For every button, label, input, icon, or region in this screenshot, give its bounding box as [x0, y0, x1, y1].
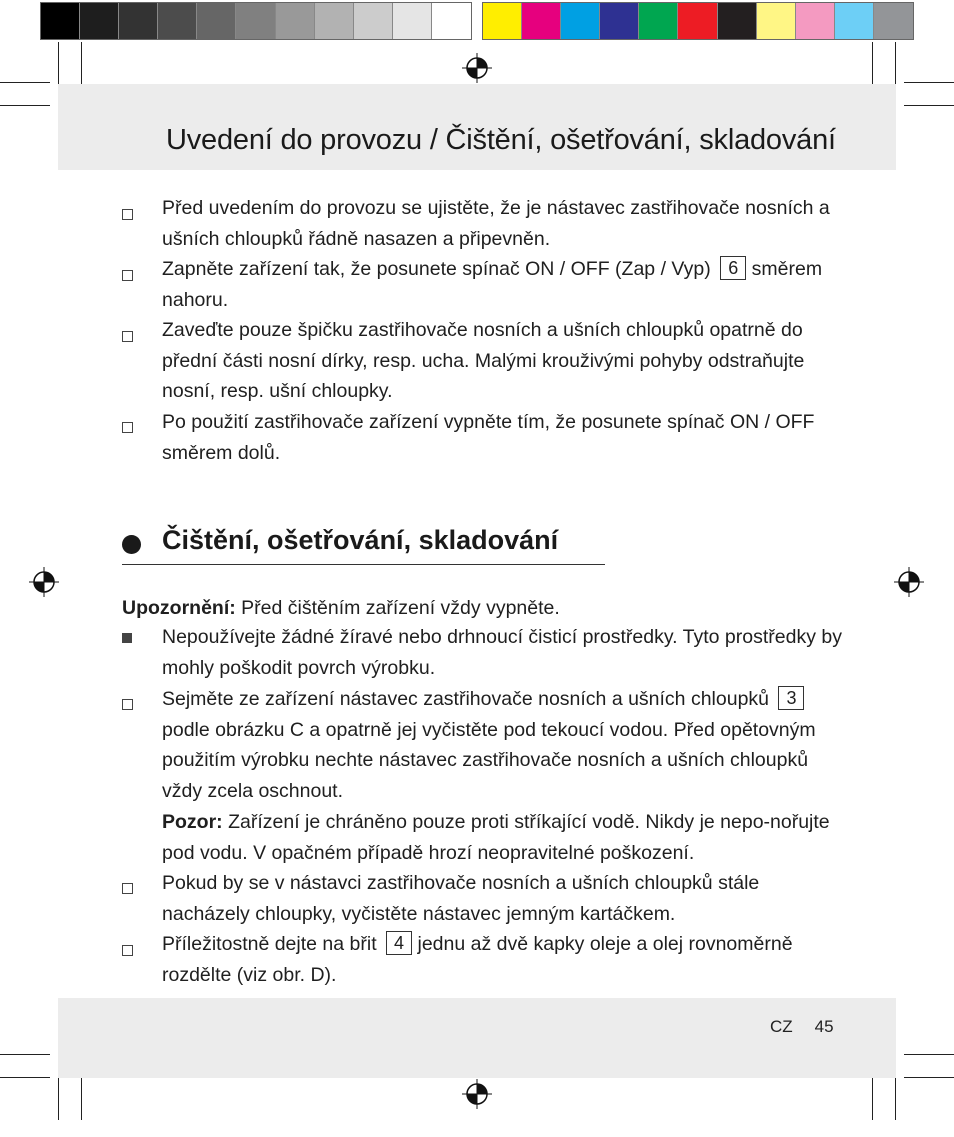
bullet-square-icon: [122, 945, 133, 956]
part-reference: 4: [386, 931, 412, 955]
list-item: [162, 254, 842, 315]
list-item: Nepoužívejte žádné žíravé nebo drhnoucí čisticí prostředky. Tyto prostředky by mohly poškodit povrch výrobku.: [162, 626, 842, 679]
color-swatch: [639, 3, 678, 39]
crop-mark: [58, 1072, 59, 1120]
crop-mark: [0, 105, 50, 106]
crop-mark: [904, 105, 954, 106]
crop-mark: [904, 1077, 954, 1078]
section-underline: [122, 564, 605, 565]
registration-mark-icon: [462, 53, 492, 83]
page-title: Uvedení do provozu / Čištění, ošetřování, skladování: [166, 124, 836, 156]
bullet-square-icon: [122, 209, 133, 220]
color-calibration-bar: [482, 2, 914, 40]
language-code: CZ: [770, 1017, 793, 1036]
color-swatch: [276, 3, 315, 39]
crop-mark: [0, 1077, 50, 1078]
section-bullet-icon: [122, 535, 141, 554]
list-item: Před uvedením do provozu se ujistěte, že je nástavec zastřihovače nosních a ušních chloupků řádně nasazen a připevněn.: [162, 197, 830, 250]
crop-mark: [0, 1054, 50, 1055]
caution-label: Pozor:: [162, 811, 223, 833]
warning-label: Upozornění:: [122, 597, 236, 619]
registration-mark-icon: [462, 1079, 492, 1109]
crop-mark: [0, 82, 50, 83]
item-text: Zapněte zařízení tak, že posunete spínač ON / OFF (Zap / Vyp): [162, 258, 711, 280]
warning-note: [122, 593, 560, 624]
color-swatch: [432, 3, 471, 39]
color-swatch: [561, 3, 600, 39]
color-swatch: [41, 3, 80, 39]
caution-note: [162, 807, 842, 868]
color-swatch: [678, 3, 717, 39]
item-text: Sejměte ze zařízení nástavec zastřihovače nosních a ušních chloupků: [162, 688, 770, 710]
color-swatch: [393, 3, 432, 39]
color-swatch: [236, 3, 275, 39]
section-heading: Čištění, ošetřování, skladování: [162, 525, 559, 555]
color-swatch: [874, 3, 913, 39]
color-swatch: [80, 3, 119, 39]
list-item: [162, 929, 842, 990]
crop-mark: [872, 42, 873, 90]
color-swatch: [757, 3, 796, 39]
crop-mark: [895, 42, 896, 90]
color-swatch: [119, 3, 158, 39]
item-text: podle obrázku C a opatrně jej vyčistěte pod tekoucí vodou. Před opětovným použitím výrobku nechte nástavec zastřihovače nosních a ušních chloupků vždy zcela oschnout.: [162, 718, 816, 802]
crop-mark: [81, 1072, 82, 1120]
crop-mark: [81, 42, 82, 90]
item-text: Příležitostně dejte na břit: [162, 933, 377, 955]
registration-mark-icon: [894, 567, 924, 597]
color-swatch: [354, 3, 393, 39]
color-swatch: [158, 3, 197, 39]
caution-text: Zařízení je chráněno pouze proti stříkající vodě. Nikdy je nepo-nořujte pod vodu. V opačném případě hrozí neopravitelné poškození.: [162, 811, 830, 864]
gray-calibration-bar: [40, 2, 472, 40]
footer-band: [58, 998, 896, 1078]
color-swatch: [600, 3, 639, 39]
list-item: Po použití zastřihovače zařízení vypněte tím, že posunete spínač ON / OFF směrem dolů.: [162, 411, 815, 464]
bullet-square-icon: [122, 699, 133, 710]
crop-mark: [872, 1072, 873, 1120]
color-swatch: [197, 3, 236, 39]
crop-mark: [58, 42, 59, 90]
color-swatch: [483, 3, 522, 39]
item-text: směrem nahoru.: [162, 258, 823, 311]
list-item: [162, 684, 842, 806]
bullet-filled-square-icon: [122, 633, 132, 643]
color-swatch: [718, 3, 757, 39]
color-swatch: [796, 3, 835, 39]
list-item: Zaveďte pouze špičku zastřihovače nosních a ušních chloupků opatrně do přední části nosní dírky, resp. ucha. Malými krouživými pohyby odstraňujte nosní, resp. ušní chloupky.: [162, 319, 805, 402]
registration-mark-icon: [29, 567, 59, 597]
crop-mark: [904, 1054, 954, 1055]
color-swatch: [315, 3, 354, 39]
list-item: Pokud by se v nástavci zastřihovače nosních a ušních chloupků stále nacházely chloupky, vyčistěte nástavec jemným kartáčkem.: [162, 872, 760, 925]
crop-mark: [895, 1072, 896, 1120]
page-footer: [770, 1017, 834, 1037]
part-reference: 3: [778, 686, 804, 710]
bullet-square-icon: [122, 270, 133, 281]
warning-text: Před čištěním zařízení vždy vypněte.: [235, 597, 560, 619]
bullet-square-icon: [122, 331, 133, 342]
bullet-square-icon: [122, 422, 133, 433]
color-swatch: [835, 3, 874, 39]
page-number: 45: [814, 1017, 834, 1036]
part-reference: 6: [720, 256, 746, 280]
bullet-square-icon: [122, 883, 133, 894]
crop-mark: [904, 82, 954, 83]
color-swatch: [522, 3, 561, 39]
item-text: jednu až dvě kapky oleje a olej rovnoměrně rozdělte (viz obr. D).: [162, 933, 793, 986]
